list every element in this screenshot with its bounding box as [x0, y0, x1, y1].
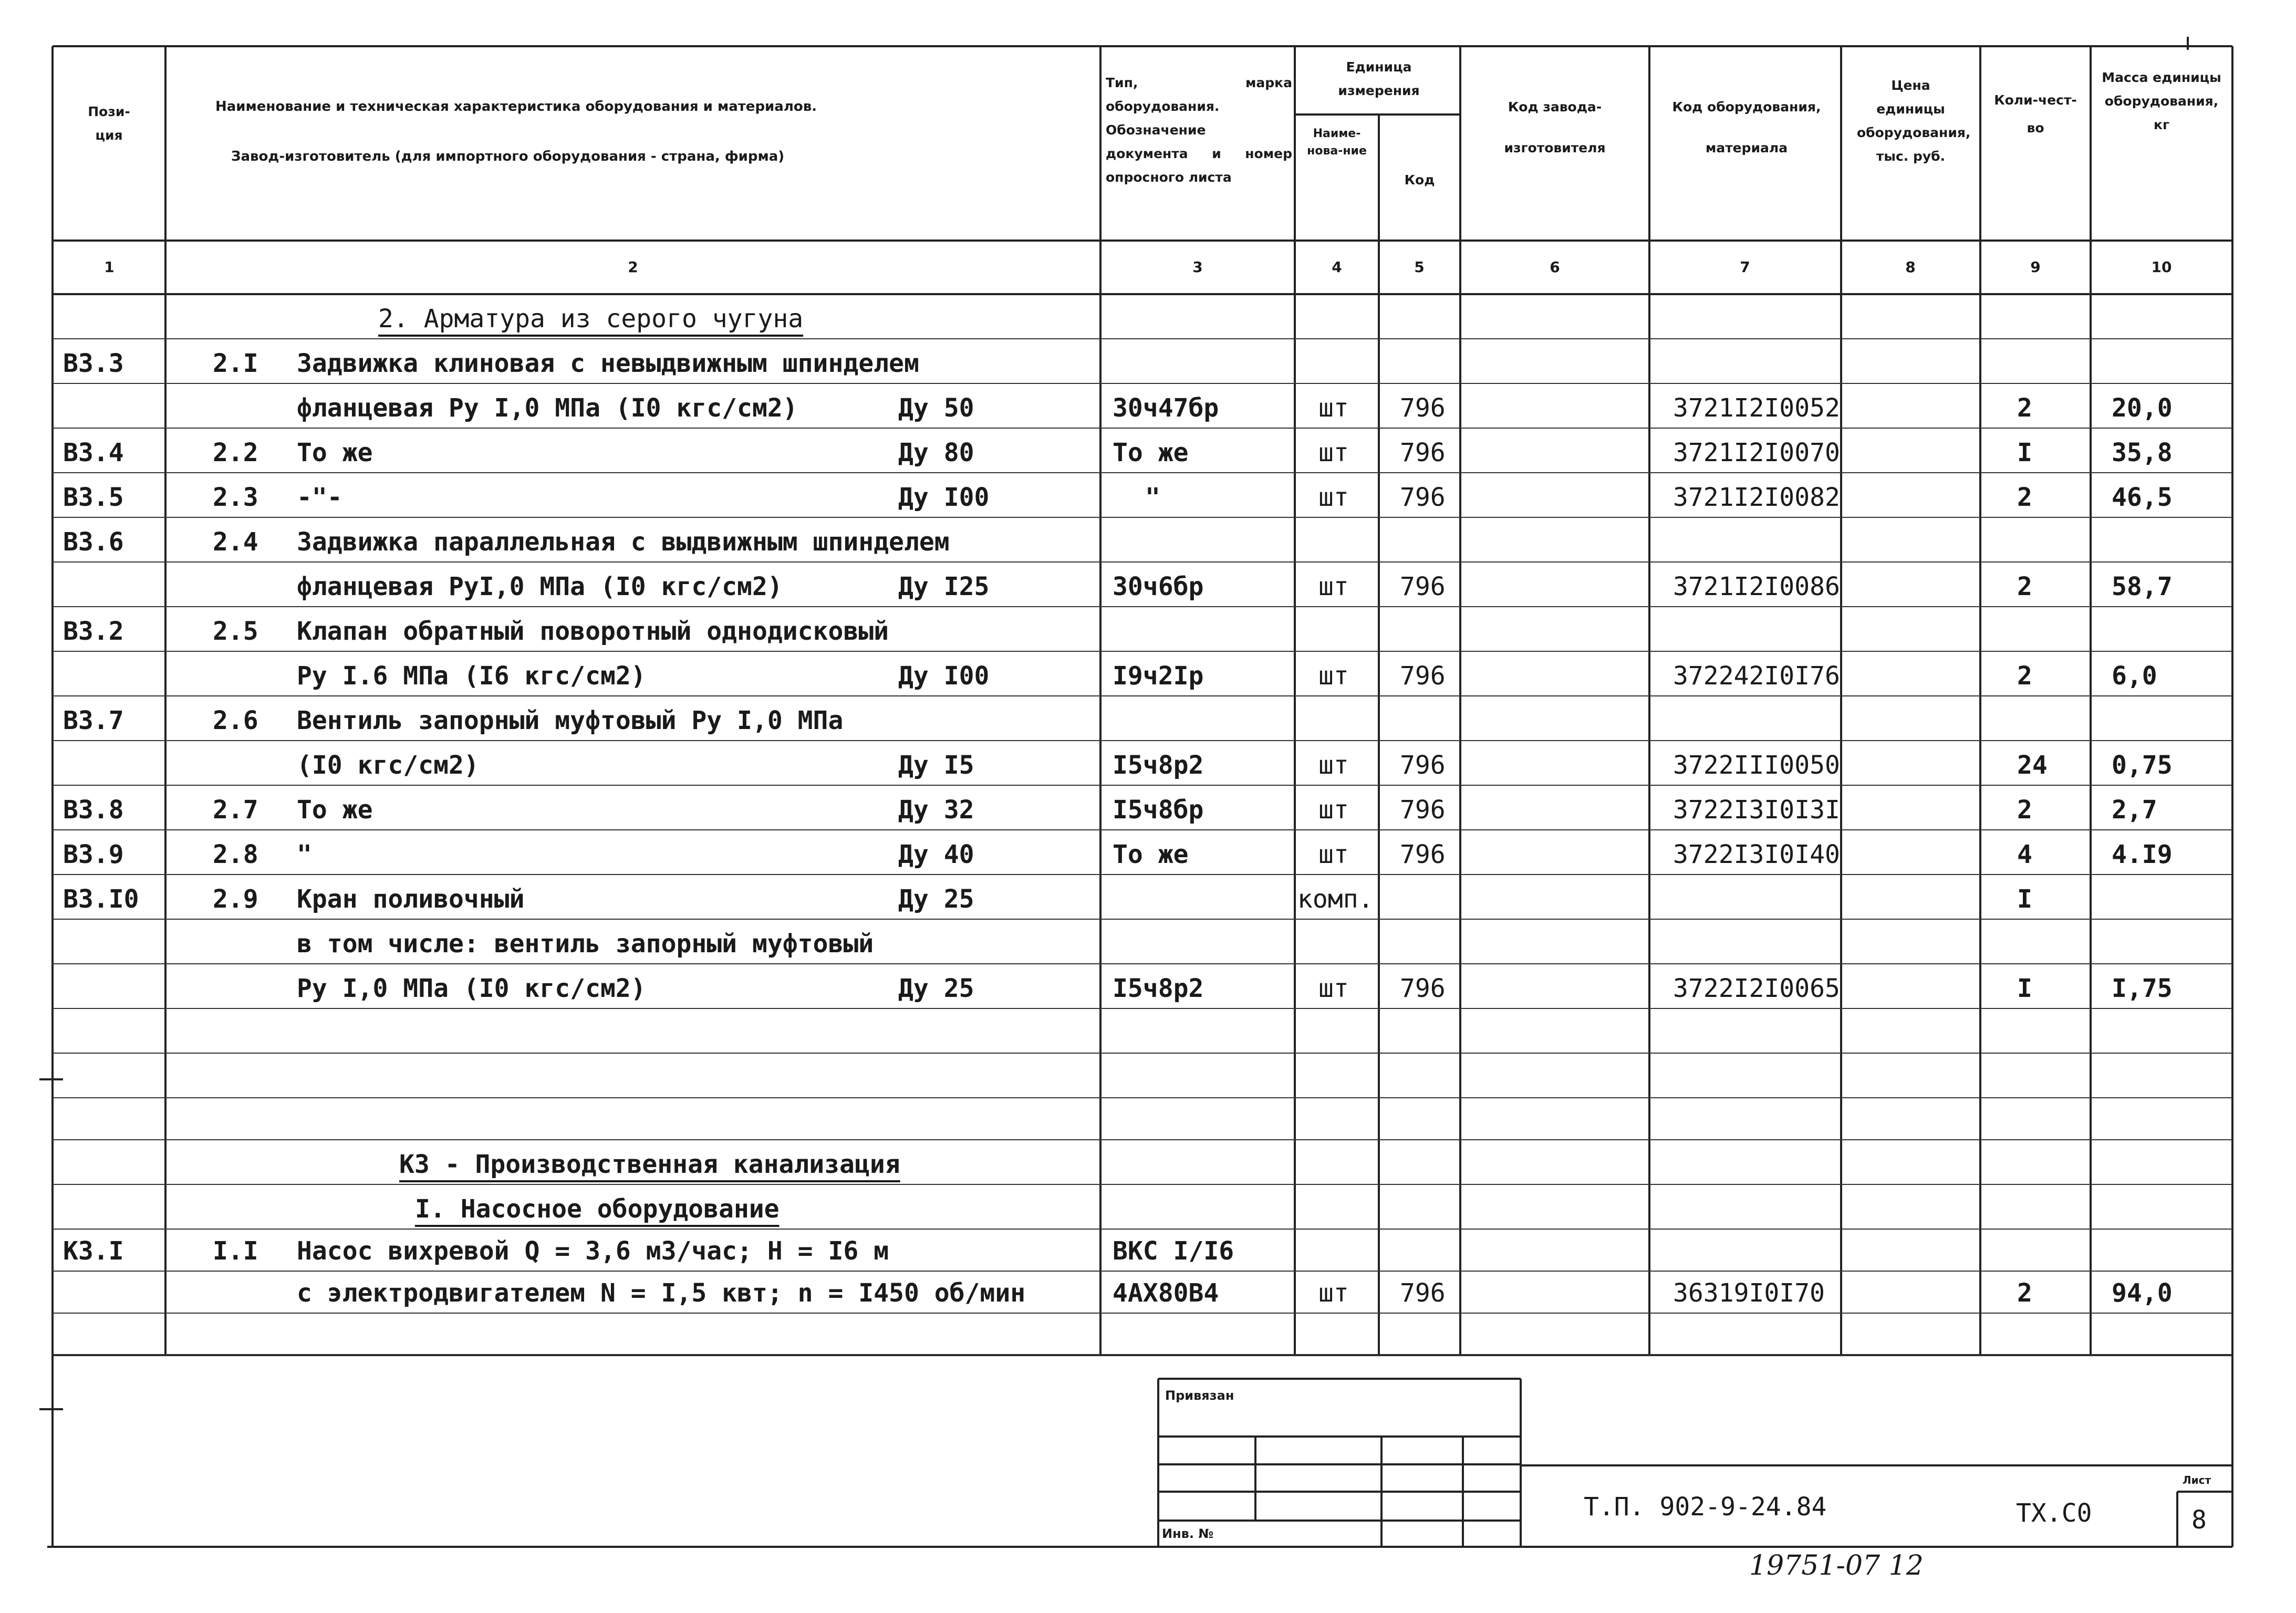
cell-material-code: 3722I3I0I40 — [1673, 840, 1840, 869]
cell-unit-code: 796 — [1400, 1278, 1446, 1308]
cell-material-code: 372242I0I76 — [1673, 661, 1840, 691]
list-label: Лист — [2183, 1474, 2211, 1486]
cell-name: " — [297, 840, 312, 869]
cell-name: Ру I.6 МПа (I6 кгс/см2) — [297, 661, 646, 691]
cell-name: (I0 кгс/см2) — [297, 751, 479, 780]
cell-item-number: 2.3 — [213, 483, 258, 512]
cell-du: Ду 40 — [898, 840, 974, 869]
header-unit-code: Код — [1404, 172, 1435, 188]
cell-du: Ду I25 — [898, 572, 990, 601]
cell-unit: шт — [1318, 751, 1349, 780]
cell-mass: 0,75 — [2112, 751, 2173, 780]
cell-type: I9ч2Iр — [1113, 661, 1204, 691]
cell-position: В3.9 — [63, 840, 124, 869]
cell-position: К3.I — [63, 1236, 124, 1266]
cell-mass: 35,8 — [2112, 438, 2173, 467]
cell-mass: I,75 — [2112, 974, 2173, 1003]
cell-material-code: 3722I3I0I3I — [1673, 795, 1840, 825]
cell-du: Ду I00 — [898, 661, 990, 691]
cell-qty: I — [2017, 974, 2032, 1003]
header-factory-code: Код завода-изготовителя — [1504, 99, 1606, 155]
cell-qty: 2 — [2017, 483, 2032, 512]
cell-item-number: 2.5 — [213, 617, 258, 646]
cell-mass: 58,7 — [2112, 572, 2173, 601]
cell-name: Вентиль запорный муфтовый Ру I,0 МПа — [297, 706, 844, 735]
column-number: 6 — [1550, 258, 1560, 276]
cell-du: Ду 80 — [898, 438, 974, 467]
cell-material-code: 36319I0I70 — [1673, 1278, 1825, 1308]
cell-name: фланцевая РуI,0 МПа (I0 кгс/см2) — [297, 572, 783, 601]
cell-material-code: 3721I2I0070 — [1673, 438, 1840, 467]
header-position: Пози- ция — [88, 104, 130, 143]
cell-item-number: 2.7 — [213, 795, 258, 825]
header-price: Цена единицы оборудования, тыс. руб. — [1857, 78, 1971, 164]
column-number: 5 — [1414, 258, 1425, 276]
cell-name: I. Насосное оборудование — [415, 1194, 780, 1224]
handwritten-number: 19751-07 12 — [1749, 1550, 1924, 1581]
cell-unit: шт — [1318, 438, 1349, 467]
column-number: 10 — [2151, 258, 2172, 276]
cell-type: То же — [1113, 840, 1189, 869]
cell-unit: шт — [1318, 795, 1349, 825]
cell-unit-code: 796 — [1400, 572, 1446, 601]
cell-mass: 20,0 — [2112, 393, 2173, 423]
cell-unit-code: 796 — [1400, 840, 1446, 869]
cell-name: Кран поливочный — [297, 884, 525, 914]
cell-type: I5ч8р2 — [1113, 751, 1204, 780]
cell-name: фланцевая Ру I,0 МПа (I0 кгс/см2) — [297, 393, 798, 423]
cell-item-number: I.I — [213, 1236, 258, 1266]
cell-type: То же — [1113, 438, 1189, 467]
cell-unit-code: 796 — [1400, 974, 1446, 1003]
cell-du: Ду 25 — [898, 974, 974, 1003]
cell-du: Ду I00 — [898, 483, 990, 512]
header-type: Тип, марка оборудования. Обозначение документа и номер опросного листа — [1106, 75, 1292, 185]
cell-unit: комп. — [1297, 884, 1374, 914]
cell-unit: шт — [1318, 974, 1349, 1003]
cell-mass: 4.I9 — [2112, 840, 2173, 869]
column-number: 7 — [1740, 258, 1750, 276]
cell-du: Ду I5 — [898, 751, 974, 780]
header-qty: Коли-чест-во — [1994, 92, 2077, 136]
header-name-line1: Наименование и техническая характеристика оборудования и материалов. — [215, 99, 817, 115]
cell-position: В3.2 — [63, 617, 124, 646]
doc-code: Т.П. 902-9-24.84 — [1584, 1492, 1827, 1522]
cell-unit: шт — [1318, 572, 1349, 601]
cell-material-code: 3721I2I0082 — [1673, 483, 1840, 512]
cell-type: I5ч8р2 — [1113, 974, 1204, 1003]
column-number: 4 — [1332, 258, 1342, 276]
cell-item-number: 2.9 — [213, 884, 258, 914]
cell-name: То же — [297, 438, 373, 467]
cell-position: В3.3 — [63, 349, 124, 378]
column-number: 2 — [628, 258, 638, 276]
cell-position: В3.8 — [63, 795, 124, 825]
cell-qty: 2 — [2017, 1278, 2032, 1308]
column-number: 8 — [1905, 258, 1916, 276]
cell-du: Ду 25 — [898, 884, 974, 914]
cell-position: В3.5 — [63, 483, 124, 512]
header-material-code: Код оборудования, материала — [1672, 99, 1821, 155]
cell-name: Ру I,0 МПа (I0 кгс/см2) — [297, 974, 646, 1003]
cell-unit-code: 796 — [1400, 751, 1446, 780]
cell-qty: 2 — [2017, 572, 2032, 601]
cell-qty: 24 — [2017, 751, 2048, 780]
cell-mass: 94,0 — [2112, 1278, 2173, 1308]
cell-name: 2. Арматура из серого чугуна — [378, 304, 804, 334]
cell-name: Задвижка клиновая с невыдвижным шпинделем — [297, 349, 919, 378]
cell-name: Задвижка параллельная с выдвижным шпинделем — [297, 527, 950, 557]
cell-name: К3 - Производственная канализация — [399, 1150, 900, 1179]
header-unit-name: Наиме-нова-ние — [1307, 127, 1367, 158]
cell-item-number: 2.I — [213, 349, 258, 378]
cell-mass: 46,5 — [2112, 483, 2173, 512]
cell-type: 4АХ80В4 — [1113, 1278, 1219, 1308]
cell-position: В3.4 — [63, 438, 124, 467]
cell-material-code: 3722III0050 — [1673, 751, 1840, 780]
cell-unit-code: 796 — [1400, 393, 1446, 423]
cell-unit: шт — [1318, 840, 1349, 869]
cell-unit: шт — [1318, 483, 1349, 512]
cell-mass: 2,7 — [2112, 795, 2157, 825]
cell-item-number: 2.4 — [213, 527, 258, 557]
cell-material-code: 3722I2I0065 — [1673, 974, 1840, 1003]
cell-name: с электродвигателем N = I,5 квт; n = I450 об/мин — [297, 1278, 1026, 1308]
header-mass: Масса единицы оборудования, кг — [2102, 70, 2221, 132]
cell-qty: 2 — [2017, 661, 2032, 691]
column-number: 9 — [2030, 258, 2041, 276]
cell-qty: I — [2017, 884, 2032, 914]
cell-du: Ду 32 — [898, 795, 974, 825]
cell-unit: шт — [1318, 1278, 1349, 1308]
cell-qty: 2 — [2017, 393, 2032, 423]
cell-unit-code: 796 — [1400, 661, 1446, 691]
cell-position: В3.7 — [63, 706, 124, 735]
column-number: 1 — [104, 258, 115, 276]
cell-unit: шт — [1318, 393, 1349, 423]
cell-unit-code: 796 — [1400, 795, 1446, 825]
cell-item-number: 2.8 — [213, 840, 258, 869]
cell-name: Насос вихревой Q = 3,6 м3/час; H = I6 м — [297, 1236, 889, 1266]
header-unit: Единица измерения — [1338, 59, 1420, 98]
sheet-code: ТХ.С0 — [2016, 1498, 2092, 1528]
cell-type: ВКС I/I6 — [1113, 1236, 1234, 1266]
cell-qty: I — [2017, 438, 2032, 467]
cell-qty: 4 — [2017, 840, 2032, 869]
cell-name: в том числе: вентиль запорный муфтовый — [297, 929, 874, 959]
column-number: 3 — [1192, 258, 1203, 276]
cell-unit-code: 796 — [1400, 483, 1446, 512]
cell-position: В3.6 — [63, 527, 124, 557]
cell-du: Ду 50 — [898, 393, 974, 423]
cell-type: 30ч6бр — [1113, 572, 1204, 601]
cell-unit-code: 796 — [1400, 438, 1446, 467]
cell-qty: 2 — [2017, 795, 2032, 825]
cell-name: То же — [297, 795, 373, 825]
cell-mass: 6,0 — [2112, 661, 2157, 691]
cell-material-code: 3721I2I0086 — [1673, 572, 1840, 601]
cell-unit: шт — [1318, 661, 1349, 691]
cell-item-number: 2.6 — [213, 706, 258, 735]
cell-material-code: 3721I2I0052 — [1673, 393, 1840, 423]
list-number: 8 — [2191, 1505, 2207, 1535]
cell-type: 30ч47бр — [1113, 393, 1219, 423]
cell-name: Клапан обратный поворотный однодисковый — [297, 617, 889, 646]
cell-item-number: 2.2 — [213, 438, 258, 467]
stamp-privyazan: Привязан — [1165, 1388, 1234, 1403]
header-name-line2: Завод-изготовитель (для импортного оборудования - страна, фирма) — [231, 149, 785, 164]
stamp-inv: Инв. № — [1162, 1526, 1214, 1541]
cell-name: -"- — [297, 483, 342, 512]
cell-type: I5ч8бр — [1113, 795, 1204, 825]
cell-position: В3.I0 — [63, 884, 139, 914]
cell-type: " — [1145, 483, 1160, 512]
